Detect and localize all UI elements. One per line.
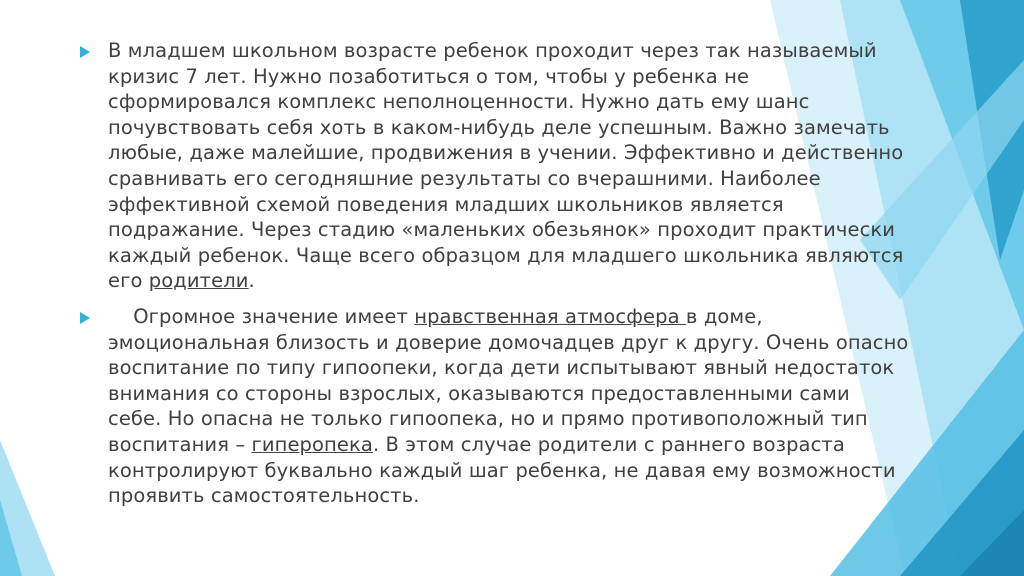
text-content (80, 38, 960, 519)
triangle-bullet-icon (80, 46, 90, 58)
text-line: сравнивать его сегодняшние результаты со вчерашними. Наиболее (108, 166, 821, 190)
text-line (108, 304, 960, 330)
text-line: кризис 7 лет. Нужно позаботиться о том, чтобы у ребенка не (108, 64, 750, 88)
text-line: внимания со стороны взрослых, оказываются предоставленными сами (108, 381, 850, 405)
bullet-item-1 (80, 38, 960, 294)
text-fragment: Огромное значение имеет (108, 304, 415, 328)
text-line: эмоциональная близость и доверие домочадцев друг к другу. Очень опасно (108, 330, 909, 354)
text-fragment: воспитания – (108, 432, 252, 456)
bullet-item-2 (80, 304, 960, 509)
text-line (108, 268, 960, 294)
text-line: любые, даже малейшие, продвижения в учении. Эффективно и действенно (108, 141, 904, 165)
text-line: воспитание по типу гипоопеки, когда дети испытывают явный недостаток (108, 356, 895, 380)
link-parents[interactable]: родители (148, 269, 249, 293)
text-line: себе. Но опасна не только гипоопека, но и прямо противоположный тип (108, 407, 868, 431)
link-moral-atmosphere[interactable]: нравственная атмосфера (414, 304, 686, 328)
text-fragment: . (248, 269, 255, 293)
text-line: контролируют буквально каждый шаг ребенка, не давая ему возможности (108, 458, 896, 482)
text-fragment: в доме, (685, 304, 763, 328)
bullet-text-2 (108, 304, 960, 509)
text-line (108, 432, 960, 458)
text-line: проявить самостоятельность. (108, 484, 420, 508)
link-hyperprotection[interactable]: гиперопека (251, 432, 373, 456)
text-line: В младшем школьном возрасте ребенок проходит через так называемый (108, 39, 877, 62)
text-line: эффективной схемой поведения младших школьников является (108, 192, 784, 216)
text-line: почувствовать себя хоть в каком-нибудь деле успешным. Важно замечать (108, 115, 890, 139)
text-line: подражание. Через стадию «маленьких обезьянок» проходит практически (108, 218, 896, 242)
text-fragment: его (108, 269, 149, 293)
text-line: сформировался комплекс неполноценности. Нужно дать ему шанс (108, 90, 810, 114)
text-line: каждый ребенок. Чаще всего образцом для младшего школьника являются (108, 243, 904, 267)
bullet-text-1 (108, 38, 960, 294)
text-fragment: . В этом случае родители с раннего возраста (372, 432, 845, 456)
triangle-bullet-icon (80, 312, 90, 324)
